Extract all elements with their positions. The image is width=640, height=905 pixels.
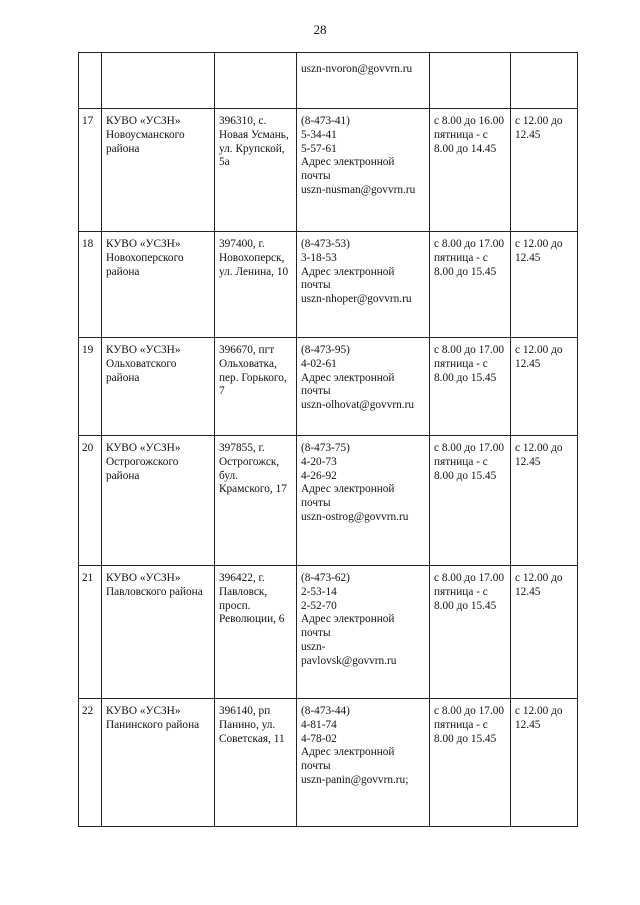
cell-num: [79, 232, 102, 338]
organization-line: Павловского района: [106, 585, 203, 598]
cell-contacts: [297, 109, 430, 232]
cell-hours: [430, 699, 511, 827]
organization-line: КУВО «УСЗН»: [106, 344, 181, 356]
contacts-line: почты: [301, 385, 331, 398]
contacts-line: Адрес электронной: [301, 156, 395, 169]
address-line: ул. Ленина, 10: [219, 265, 289, 278]
address-line: Ольховатка,: [219, 357, 277, 370]
break-line: с 12.00 до: [515, 572, 563, 584]
break-line: 12.45: [515, 585, 541, 598]
cell-contacts: [297, 232, 430, 338]
cell-organization: [102, 436, 215, 566]
contacts-line: uszn-olhovat@govvrn.ru: [301, 399, 414, 412]
contacts-line: почты: [301, 170, 331, 183]
row-number-text: 21: [82, 572, 94, 584]
organization-line: района: [106, 371, 140, 384]
cell-contacts: [297, 436, 430, 566]
contacts-line: Адрес электронной: [301, 265, 395, 278]
organization-line: района: [106, 265, 140, 278]
row-number-text: 18: [82, 238, 94, 250]
contacts-line: 3-18-53: [301, 251, 337, 264]
hours-line: пятница - с: [434, 585, 488, 598]
row-number-text: 20: [82, 442, 94, 454]
contacts-line: (8-473-62): [301, 572, 350, 584]
contacts-line: (8-473-95): [301, 344, 350, 356]
break-line: 12.45: [515, 718, 541, 731]
cell-contacts: [297, 53, 430, 109]
address-line: 396310, с.: [219, 115, 267, 127]
address-line: 396422, г.: [219, 572, 265, 584]
cell-address: [215, 232, 297, 338]
contacts-line: Адрес электронной: [301, 613, 395, 626]
page-number: 28: [313, 22, 327, 37]
table-row: [79, 338, 578, 436]
contacts-line: почты: [301, 760, 331, 773]
contacts-line: 4-78-02: [301, 732, 337, 745]
cell-num: [79, 53, 102, 109]
table-row: [79, 232, 578, 338]
organization-line: района: [106, 142, 140, 155]
contacts-line: uszn-nusman@govvrn.ru: [301, 183, 416, 196]
contacts-line: почты: [301, 497, 331, 510]
address-line: 5а: [219, 156, 230, 169]
address-line: 396140, рп: [219, 705, 271, 717]
contacts-line: 4-26-92: [301, 469, 337, 482]
cell-contacts: [297, 699, 430, 827]
address-line: Новохоперск,: [219, 251, 285, 264]
contacts-line: (8-473-44): [301, 705, 350, 717]
contacts-line: (8-473-75): [301, 442, 350, 454]
contacts-line: uszn-ostrog@govvrn.ru: [301, 510, 409, 523]
cell-num: [79, 338, 102, 436]
cell-break: [511, 436, 578, 566]
hours-line: 8.00 до 15.45: [434, 732, 497, 745]
cell-break: [511, 109, 578, 232]
address-line: просп.: [219, 599, 251, 612]
address-line: Острогожск,: [219, 455, 280, 468]
organization-line: КУВО «УСЗН»: [106, 115, 181, 127]
contacts-line: (8-473-41): [301, 115, 350, 127]
contacts-line: 4-81-74: [301, 718, 337, 731]
cell-hours: [430, 109, 511, 232]
hours-line: пятница - с: [434, 455, 488, 468]
organization-line: Новоусманского: [106, 128, 185, 141]
contacts-line: почты: [301, 279, 331, 292]
hours-line: с 8.00 до 16.00: [434, 115, 505, 127]
cell-break: [511, 338, 578, 436]
cell-break: [511, 53, 578, 109]
address-line: Павловск,: [219, 585, 268, 598]
row-number-text: 17: [82, 115, 94, 127]
break-line: 12.45: [515, 251, 541, 264]
table-row: [79, 566, 578, 699]
address-line: пер. Горького,: [219, 371, 287, 384]
break-line: с 12.00 до: [515, 115, 563, 127]
organization-line: КУВО «УСЗН»: [106, 238, 181, 250]
table-row-continuation: [79, 53, 578, 109]
address-line: 397855, г.: [219, 442, 265, 454]
cell-address: [215, 109, 297, 232]
break-line: 12.45: [515, 455, 541, 468]
contacts-line: (8-473-53): [301, 238, 350, 250]
organization-line: Ольховатского: [106, 357, 177, 370]
contacts-line: Адрес электронной: [301, 483, 395, 496]
contacts-line: Адрес электронной: [301, 746, 395, 759]
hours-line: 8.00 до 15.45: [434, 371, 497, 384]
contacts-line: uszn-: [301, 640, 326, 653]
cell-address: [215, 699, 297, 827]
address-line: 7: [219, 385, 225, 398]
cell-organization: [102, 699, 215, 827]
cell-organization: [102, 232, 215, 338]
table-row: [79, 699, 578, 827]
cell-hours: [430, 338, 511, 436]
address-line: Новая Усмань,: [219, 128, 289, 141]
address-line: 397400, г.: [219, 238, 265, 250]
cell-organization: [102, 566, 215, 699]
address-line: 396670, пгт: [219, 344, 275, 356]
address-line: Панино, ул.: [219, 718, 276, 731]
cell-organization: [102, 338, 215, 436]
cell-break: [511, 566, 578, 699]
address-line: ул. Крупской,: [219, 142, 285, 155]
address-line: Революции, 6: [219, 613, 285, 626]
cell-organization: [102, 109, 215, 232]
hours-line: 8.00 до 15.45: [434, 469, 497, 482]
break-line: 12.45: [515, 128, 541, 141]
hours-line: 8.00 до 15.45: [434, 599, 497, 612]
contacts-line: Адрес электронной: [301, 371, 395, 384]
cell-hours: [430, 566, 511, 699]
cell-num: [79, 566, 102, 699]
address-line: Крамского, 17: [219, 483, 287, 496]
hours-line: пятница - с: [434, 718, 488, 731]
organization-line: КУВО «УСЗН»: [106, 442, 181, 454]
cell-contacts: [297, 566, 430, 699]
organization-line: района: [106, 469, 140, 482]
cell-num: [79, 436, 102, 566]
cell-address: [215, 53, 297, 109]
hours-line: пятница - с: [434, 251, 488, 264]
organization-line: Острогожского: [106, 455, 179, 468]
email-text: uszn-nvoron@govvrn.ru: [301, 63, 413, 75]
hours-line: с 8.00 до 17.00: [434, 344, 505, 356]
contacts-line: почты: [301, 627, 331, 640]
cell-break: [511, 699, 578, 827]
cell-hours: [430, 436, 511, 566]
hours-line: пятница - с: [434, 128, 488, 141]
organization-line: Новохоперского: [106, 251, 184, 264]
row-number-text: 19: [82, 344, 94, 356]
hours-line: с 8.00 до 17.00: [434, 572, 505, 584]
contacts-line: uszn-panin@govvrn.ru;: [301, 773, 409, 786]
break-line: 12.45: [515, 357, 541, 370]
table-row: [79, 436, 578, 566]
hours-line: пятница - с: [434, 357, 488, 370]
cell-address: [215, 566, 297, 699]
contacts-line: 4-20-73: [301, 455, 337, 468]
cell-hours: [430, 232, 511, 338]
hours-line: 8.00 до 15.45: [434, 265, 497, 278]
row-number-text: 22: [82, 705, 94, 717]
contacts-line: pavlovsk@govvrn.ru: [301, 654, 397, 667]
cell-contacts: [297, 338, 430, 436]
hours-line: с 8.00 до 17.00: [434, 238, 505, 250]
cell-hours: [430, 53, 511, 109]
organizations-table: [78, 52, 578, 827]
cell-organization: [102, 53, 215, 109]
contacts-line: 4-02-61: [301, 357, 337, 370]
organization-line: Панинского района: [106, 718, 200, 731]
address-line: бул.: [219, 469, 238, 482]
break-line: с 12.00 до: [515, 705, 563, 717]
contacts-line: 2-52-70: [301, 599, 337, 612]
cell-num: [79, 699, 102, 827]
cell-address: [215, 436, 297, 566]
organization-line: КУВО «УСЗН»: [106, 572, 181, 584]
contacts-line: 2-53-14: [301, 585, 337, 598]
hours-line: с 8.00 до 17.00: [434, 442, 505, 454]
cell-break: [511, 232, 578, 338]
organization-line: КУВО «УСЗН»: [106, 705, 181, 717]
break-line: с 12.00 до: [515, 344, 563, 356]
contacts-line: 5-34-41: [301, 128, 337, 141]
hours-line: 8.00 до 14.45: [434, 142, 497, 155]
hours-line: с 8.00 до 17.00: [434, 705, 505, 717]
cell-num: [79, 109, 102, 232]
contacts-line: 5-57-61: [301, 142, 337, 155]
cell-address: [215, 338, 297, 436]
break-line: с 12.00 до: [515, 238, 563, 250]
address-line: Советская, 11: [219, 732, 285, 745]
break-line: с 12.00 до: [515, 442, 563, 454]
table-row: [79, 109, 578, 232]
contacts-line: uszn-nhoper@govvrn.ru: [301, 293, 412, 306]
